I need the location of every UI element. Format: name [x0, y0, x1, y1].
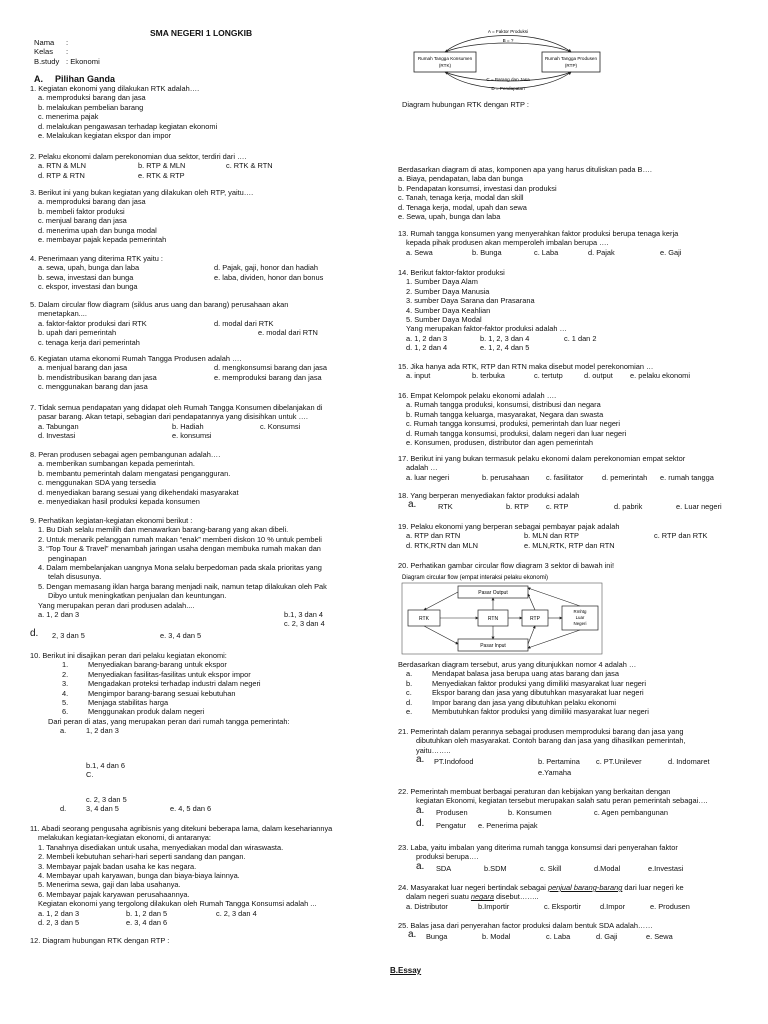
option: d. menyediakan barang sesuai yang dikehendaki masyarakat [38, 487, 239, 497]
option: e. Melakukan kegiatan ekspor dan impor [38, 131, 172, 141]
question-9 [30, 516, 382, 641]
option: e. Produsen [650, 901, 690, 911]
option: c. tenaga kerja dari pemerintah [38, 337, 140, 347]
question-text: 17. Berikut ini yang bukan termasuk pelaku ekonomi dalam perekonomian empat sektor [398, 454, 686, 463]
diagram-title: Diagram circular flow (empat interaksi pelaku ekonomi) [402, 575, 549, 581]
option: d. Indomaret [668, 757, 710, 767]
option: b. Rumah tangga keluarga, masyarakat, Negara dan swasta [406, 409, 604, 419]
option: a. Biaya, pendapatan, laba dan bunga [398, 174, 523, 184]
flow-arrow [424, 592, 458, 610]
question-text: 3. Berikut ini yang bukan kegiatan yang dilakukan oleh RTP, yaitu…. [30, 188, 254, 197]
question-16 [398, 391, 626, 447]
option: a. 1, 2 dan 3 [38, 908, 80, 918]
option: a. 1, 2 dan 3 [406, 333, 448, 343]
arrow-b [445, 43, 571, 52]
option: b. Modal [482, 932, 511, 942]
option: c. menerima pajak [38, 112, 99, 122]
item-number: 4. [62, 688, 69, 698]
meta-key: Kelas [34, 47, 53, 57]
option-letter: d. [60, 804, 67, 814]
question-text: 18. Yang berperan menyediakan faktor produksi adalah [398, 491, 580, 500]
option: a. memproduksi barang dan jasa [38, 93, 146, 103]
statement: penginapan [48, 553, 87, 563]
student-meta [34, 38, 100, 66]
question-text: 14. Berikut faktor-faktor produksi [398, 268, 505, 277]
statement: 1. Tanahnya disediakan untuk usaha, menyediakan modal dan wiraswasta. [38, 842, 284, 852]
question-text: produksi berupa…. [416, 852, 479, 862]
question-text: 5. Dalam circular flow diagram (siklus arus uang dan barang) perusahaan akan [30, 300, 289, 309]
option: d. 2, 3 dan 5 [38, 918, 80, 928]
option: Pengatur [436, 820, 466, 830]
question-text: 4. Penerimaan yang diterima RTK yaitu : [30, 254, 163, 263]
option: c. RTP dan RTK [654, 531, 708, 541]
question-20 [398, 561, 743, 570]
question-25 [398, 921, 743, 943]
option-letter: a. [416, 754, 425, 766]
item-number: 5. [62, 697, 69, 707]
option: e. menyediakan hasil produksi kepada konsumen [38, 497, 200, 507]
question-23 [398, 843, 743, 875]
option: c. tertutp [534, 371, 563, 381]
option: b. Pendapatan konsumsi, investasi dan produksi [398, 183, 557, 193]
question-text: 11. Abadi seorang pengusaha agribisnis yang ditekuni beberapa lama, dalam kesehariannya [30, 824, 333, 833]
statement: 4. Membayar upah karyawan, bunga dan biaya-biaya lainnya. [38, 871, 240, 881]
section-letter: A. [34, 74, 43, 84]
question-text: 7. Tidak semua pendapatan yang didapat oleh Rumah Tangga Konsumen dibelanjakan di [30, 403, 323, 412]
option: b. Bunga [472, 247, 502, 257]
question-text: 25. Balas jasa dari penyerahan factor produksi dalam bentuk SDA adalah…… [398, 921, 653, 930]
question-text: Yang merupakan faktor-faktor produksi adalah … [406, 324, 567, 334]
label-c: C = Barang dan Jasa [486, 77, 530, 82]
option: e.Yamaha [538, 768, 572, 778]
rtk-rtp-diagram [412, 26, 602, 96]
question-text: menetapkan.... [38, 309, 87, 319]
option: c. Laba [546, 932, 571, 942]
item-number: 6. [62, 707, 69, 717]
option: d. menerima upah dan bunga modal [38, 225, 157, 235]
option-letter: a. [408, 929, 417, 941]
option: b. MLN dan RTP [524, 531, 579, 541]
option: b. melakukan pembelian barang [38, 102, 144, 112]
section-heading [34, 74, 115, 84]
emphasis: penjual barang-barang [547, 883, 623, 892]
question-22 [398, 787, 743, 832]
option: d. Investasi [38, 431, 76, 441]
option: e. Konsumen, produsen, distributor dan agen pemerintah [406, 438, 593, 448]
option: a. Distributor [406, 901, 448, 911]
statement: 2. Sumber Daya Manusia [406, 286, 490, 296]
option: e. laba, dividen, honor dan bonus [214, 272, 324, 282]
rtk-box [414, 52, 476, 72]
flow-arrow [528, 588, 580, 606]
option: b. mendistribusikan barang dan jasa [38, 372, 157, 382]
option: c. menggunakan SDA yang tersedia [38, 478, 156, 488]
option: Ekspor barang dan jasa yang dibutuhkan masyarakat luar negeri [432, 688, 644, 698]
option: b. upah dari pemerintah [38, 328, 117, 338]
question-12-options [398, 165, 652, 221]
statement: 3. “Top Tour & Travel” menambah jaringan usaha dengan membuka rumah makan dan [38, 544, 321, 554]
question-text: 2. Pelaku ekonomi dalam perekonomian dua sektor, terdiri dari …. [30, 152, 247, 161]
option-letter: a. [416, 804, 425, 816]
question-17 [398, 454, 743, 482]
question-text: adalah … [406, 463, 438, 473]
option: b. Pertamina [538, 757, 580, 767]
question-text: Kegiatan ekonomi yang tergolong dilakukan oleh Rumah Tangga Konsumsi adalah ... [38, 899, 317, 909]
statement: Menjaga stabilitas harga [88, 697, 169, 707]
meta-value: : Ekonomi [66, 56, 100, 66]
question-7 [30, 403, 382, 441]
option: a. luar negeri [406, 472, 450, 482]
rtk-node-label: RTK [419, 616, 429, 622]
statement: Mengimpor barang-barang sesuai kebutuhan [88, 688, 236, 698]
option: c. fasilitator [546, 472, 584, 482]
question-text: 13. Rumah tangga konsumen yang menyerahkan faktor produksi berupa tenaga kerja [398, 229, 679, 238]
option: d.Modal [594, 863, 621, 873]
question-15 [398, 362, 743, 381]
option: c. 2, 3 dan 4 [216, 908, 257, 918]
option: c. PT.Unilever [596, 757, 642, 767]
meta-value: : [66, 47, 69, 57]
question-14 [398, 268, 743, 353]
statement: 2. Membeli kebutuhan sehari-hari seperti sandang dan pangan. [38, 852, 246, 862]
mln-line3: Negeri [573, 621, 587, 626]
statement: telah disusunya. [48, 572, 102, 582]
option: e. Sewa, upah, bunga dan laba [398, 212, 501, 222]
question-text: dari luar negeri ke [622, 883, 684, 892]
question-text: 6. Kegiatan utama ekonomi Rumah Tangga Produsen adalah …. [30, 354, 242, 363]
question-8 [30, 450, 239, 506]
question-10-cde [30, 795, 382, 814]
mln-line2: Luar [575, 615, 585, 620]
meta-key: B.study [34, 56, 60, 66]
option: Impor barang dan jasa yang dibutuhkan pelaku ekonomi [432, 697, 617, 707]
option: d. Pajak [588, 247, 615, 257]
option: e. 3, 4 dan 5 [160, 630, 202, 640]
option: e. MLN,RTK, RTP dan RTN [524, 540, 615, 550]
diagram-caption: Diagram hubungan RTK dengan RTP : [402, 100, 529, 109]
statement: Menyediakan fasilitas-fasilitas untuk ekspor impor [88, 669, 251, 679]
question-text: 22. Pemerintah membuat berbagai peraturan dan kebijakan yang berkaitan dengan [398, 787, 671, 796]
option: b. RTP [506, 502, 529, 512]
question-19 [398, 522, 743, 550]
option: c. 2, 3 dan 5 [86, 795, 127, 804]
question-4 [30, 254, 382, 292]
option: a. RTN & MLN [38, 161, 86, 171]
option: C. [86, 770, 94, 780]
option: b. 1, 2 dan 5 [126, 908, 168, 918]
question-text: dalam negeri suatu [406, 892, 471, 902]
question-text: pasar barang. Akan tetapi, sebagian dari pendapatannya yang disisihkan untuk …. [38, 412, 308, 422]
option-letter: d. [416, 817, 425, 829]
option: c. Agen pembangunan [594, 807, 668, 817]
statement: 5. Menerima sewa, gaji dan laba usahanya. [38, 880, 181, 890]
question-text: 20. Perhatikan gambar circular flow diagram 3 sektor di bawah ini! [398, 561, 615, 570]
question-20-options [398, 660, 743, 716]
option: e. membayar pajak kepada pemerintah [38, 235, 167, 245]
meta-value: : [66, 38, 69, 47]
item-number: 2. [62, 669, 69, 679]
option: e. Sewa [646, 932, 673, 942]
option: a. Sewa [406, 247, 433, 257]
option-letter: a. [416, 860, 425, 872]
question-text: Dari peran di atas, yang merupakan peran dari rumah tangga pemerintah: [48, 716, 290, 726]
statement: 2. Untuk menarik pelanggan rumah makan “enak” memberi diskon 10 % untuk pembeli [38, 534, 322, 544]
option: 2, 3 dan 5 [52, 630, 85, 640]
option: d. melakukan pengawasan terhadap kegiatan ekonomi [38, 121, 218, 131]
rtp-box [542, 52, 600, 72]
question-24 [398, 883, 743, 911]
option: RTK [438, 502, 453, 512]
question-text: Yang merupakan peran dari produsen adalah.... [38, 600, 195, 610]
option: e. memproduksi barang dan jasa [214, 372, 322, 382]
essay-heading: B.Essay [390, 966, 422, 975]
flow-arrow [424, 626, 458, 644]
pasar-output-label: Pasar Output [478, 590, 508, 596]
option: PT.Indofood [434, 757, 474, 767]
option: 1, 2 dan 3 [86, 726, 119, 736]
option: e. Gaji [660, 247, 682, 257]
question-2 [30, 152, 382, 180]
question-5 [30, 300, 382, 347]
option: c. Rumah tangga konsumsi, produksi, pemerintah dan luar negeri [406, 419, 621, 429]
question-text: melakukan kegiatan-kegiatan ekonomi, di antaranya: [38, 833, 211, 843]
question-3 [30, 188, 253, 244]
option: e. 1, 2, 4 dan 5 [480, 343, 530, 353]
option: e. 3, 4 dan 6 [126, 918, 168, 928]
question-text: Berdasarkan diagram tersebut, arus yang ditunjukkan nomor 4 adalah … [398, 660, 637, 669]
option: a. menjual barang dan jasa [38, 363, 128, 373]
option: c. ekspor, investasi dan bunga [38, 282, 138, 292]
statement: 3. Membayar pajak badan usaha ke kas negara. [38, 861, 197, 871]
label-d: D = Pendapatan [491, 86, 525, 91]
option-letter: d. [406, 697, 413, 707]
option: a. memberikan sumbangan kepada pemerintah. [38, 459, 195, 469]
option: c. Laba [534, 247, 559, 257]
option: c. RTK & RTN [226, 161, 273, 171]
statement: 5. Dengan memasang iklan harga barang menjadi naik, namun tetap dilakukan oleh Pak [38, 581, 327, 591]
rtp-box-line2: (RTP) [564, 63, 578, 68]
option: a. 1, 2 dan 3 [38, 610, 80, 620]
question-text: disebut…….. [493, 892, 539, 902]
option: d. mengkonsumsi barang dan jasa [214, 363, 327, 373]
option: a. Rumah tangga produksi, konsumsi, distribusi dan negara [406, 400, 601, 410]
option: b. perusahaan [482, 472, 530, 482]
option: b. Hadiah [172, 421, 204, 431]
option: e. rumah tangga [660, 472, 714, 482]
option-letter: d. [30, 627, 39, 639]
option: a. RTP dan RTN [406, 531, 461, 541]
question-text: 16. Empat Kelompok pelaku ekonomi adalah …. [398, 391, 557, 400]
option: Membutuhkan faktor produksi yang dimiliki masyarakat luar negeri [432, 706, 649, 716]
question-text: 21. Pemerintah dalam perannya sebagai produsen memproduksi barang dan jasa yang [398, 727, 684, 736]
question-text: kegiatan Ekonomi, kegiatan tersebut merupakan salah satu peran pemerintah sebagai…. [416, 796, 708, 806]
question-text: 15. Jika hanya ada RTK, RTP dan RTN maka disebut model perekonomian … [398, 362, 654, 371]
question-text: 24. Masyarakat luar negeri bertindak sebagai [398, 883, 548, 892]
statement: 3. sumber Daya Sarana dan Prasarana [406, 296, 535, 306]
option: 3, 4 dan 5 [86, 804, 119, 814]
option: b. terbuka [472, 371, 505, 381]
question-11 [30, 824, 382, 927]
option: c. 1 dan 2 [564, 333, 597, 343]
rtn-node-label: RTN [487, 616, 499, 622]
mln-line1: Rmhtg [573, 609, 587, 614]
option: b. RTP & MLN [138, 161, 186, 171]
rtk-box-line2: (RTK) [438, 63, 452, 68]
option: c. menjual barang dan jasa [38, 216, 127, 226]
question-21 [398, 727, 743, 778]
option: d. Gaji [596, 932, 618, 942]
option: b. sewa, investasi dan bunga [38, 272, 134, 282]
statement: 6. Membayar pajak karyawan perusahaannya. [38, 889, 190, 899]
section-title: Pilihan Ganda [55, 74, 116, 84]
option: e. pelaku ekonomi [630, 371, 690, 381]
statement: 4. Sumber Daya Keahlian [406, 305, 491, 315]
option: d. output [584, 371, 613, 381]
question-1 [30, 84, 217, 140]
flow-arrow [528, 630, 580, 648]
question-13 [398, 229, 743, 257]
flow-arrow [528, 594, 535, 610]
option: b.SDM [484, 863, 507, 873]
statement: Mengadakan proteksi terhadap industri dalam negeri [88, 679, 261, 689]
question-text: 23. Laba, yaitu imbalan yang diterima rumah tangga konsumsi dari penyerahan faktor [398, 843, 678, 852]
option: Mendapat balasa jasa berupa uang atas barang dan jasa [432, 669, 619, 679]
option: d. Tenaga kerja, modal, upah dan sewa [398, 202, 527, 212]
statement: 4. Dalam membelanjakan uangnya Mona selalu berpedoman pada skala prioritas yang [38, 563, 322, 573]
question-6 [30, 354, 382, 392]
rtp-box-line1: Rumah Tangga Produsen [544, 56, 598, 61]
label-b: B = ? [502, 38, 514, 43]
option: c. Skill [540, 863, 562, 873]
option: c. Eksportir [544, 901, 581, 911]
question-text: 8. Peran produsen sebagai agen pembangunan adalah…. [30, 450, 221, 459]
option: SDA [436, 863, 452, 873]
option: a. faktor-faktor produksi dari RTK [38, 318, 147, 328]
emphasis: negara [470, 892, 494, 902]
option: e. 4, 5 dan 6 [170, 804, 212, 814]
option: d. pabrik [614, 502, 643, 512]
item-number: 1. [62, 660, 69, 670]
option-letter: e. [406, 706, 413, 716]
option-letter: b. [406, 678, 413, 688]
option: e. modal dari RTN [258, 328, 318, 338]
statement: 5. Sumber Daya Modal [406, 315, 482, 325]
statement: Menyediakan barang-barang untuk ekspor [88, 660, 227, 670]
statement: Dibyo untuk meningkatkan penjualan dan keuntungan. [48, 591, 227, 601]
option: b.Importir [478, 901, 510, 911]
question-text: 1. Kegiatan ekonomi yang dilakukan RTK adalah…. [30, 84, 200, 93]
option: Produsen [436, 807, 468, 817]
option: e. Luar negeri [676, 502, 722, 512]
option: a. memproduksi barang dan jasa [38, 197, 146, 207]
option: d. Pajak, gaji, honor dan hadiah [214, 263, 318, 273]
statement: Menggunakan produk dalam negeri [88, 707, 205, 717]
option: e. RTK & RTP [138, 170, 185, 180]
question-text: 10. Berikut ini disajikan peran dari pelaku kegiatan ekonomi: [30, 651, 227, 660]
statement: 1. Sumber Daya Alam [406, 277, 478, 287]
question-12: 12. Diagram hubungan RTK dengan RTP : [30, 936, 170, 945]
circular-flow-diagram [398, 572, 743, 656]
question-text: dibutuhkan oleh masyarakat. Contoh barang dan jasa yang dihasilkan pemerintah, [416, 736, 686, 746]
label-a: A = Faktor Produksi [487, 29, 529, 34]
option: b.1, 3 dan 4 [284, 610, 324, 620]
option: d. RTP & RTN [38, 170, 85, 180]
option: d. RTK,RTN dan MLN [406, 540, 479, 550]
question-text: Berdasarkan diagram di atas, komponen apa yang harus dituliskan pada B…. [398, 165, 652, 174]
option: e.Investasi [648, 863, 684, 873]
flow-arrow [528, 626, 535, 644]
option: b. membantu pemerintah dalam mengatasi pengangguran. [38, 468, 231, 478]
question-text: 9. Perhatikan kegiatan-kegiatan ekonomi berikut : [30, 516, 193, 525]
question-text: yaitu…….. [416, 745, 451, 755]
option: b.1, 4 dan 6 [86, 761, 126, 770]
option: Bunga [426, 932, 448, 942]
option: a. sewa, upah, bunga dan laba [38, 263, 140, 273]
rtk-box-line1: Rumah Tangga Konsumen [417, 56, 473, 61]
option: c. 2, 3 dan 4 [284, 619, 325, 629]
option: d.Impor [600, 901, 626, 911]
option-letter: a. [60, 726, 67, 736]
question-18 [398, 491, 743, 513]
option-letter: a. [408, 499, 417, 511]
option: d. 1, 2 dan 4 [406, 343, 448, 353]
option: e. konsumsi [172, 431, 212, 441]
option: Menyediakan faktor produksi yang dimiliki masyarakat luar negeri [432, 678, 647, 688]
option: b. 1, 2, 3 dan 4 [480, 333, 530, 343]
option: b. membeli faktor produksi [38, 206, 125, 216]
pasar-input-label: Pasar Input [480, 643, 506, 649]
option: a. Tabungan [38, 421, 79, 431]
option: d. Rumah tangga konsumsi, produksi, dalam negeri dan luar negeri [406, 428, 627, 438]
statement: 1. Bu Diah selalu memilih dan menawarkan barang-barang yang akan dibeli. [38, 525, 289, 535]
option: a. input [406, 371, 431, 381]
option: b. Konsumen [508, 807, 552, 817]
item-number: 3. [62, 679, 69, 689]
question-text: 19. Pelaku ekonomi yang berperan sebagai pembayar pajak adalah [398, 522, 620, 531]
option: c. Konsumsi [260, 421, 301, 431]
option: c. menggunakan barang dan jasa [38, 382, 148, 392]
option: c. Tanah, tenaga kerja, modal dan skill [398, 193, 524, 203]
rtp-node-label: RTP [530, 616, 540, 622]
option: e. Penerima pajak [478, 820, 538, 830]
option: d. pemerintah [602, 472, 648, 482]
option-letter: a. [406, 669, 413, 679]
option: c. RTP [546, 502, 569, 512]
question-10 [30, 651, 382, 736]
school-title: SMA NEGERI 1 LONGKIB [150, 28, 253, 38]
question-text: kepada pihak produsen akan memperoleh imbalan berupa …. [406, 238, 609, 248]
option-letter: c. [406, 688, 412, 698]
meta-key: Nama [34, 38, 55, 47]
option: d. modal dari RTK [214, 318, 274, 328]
